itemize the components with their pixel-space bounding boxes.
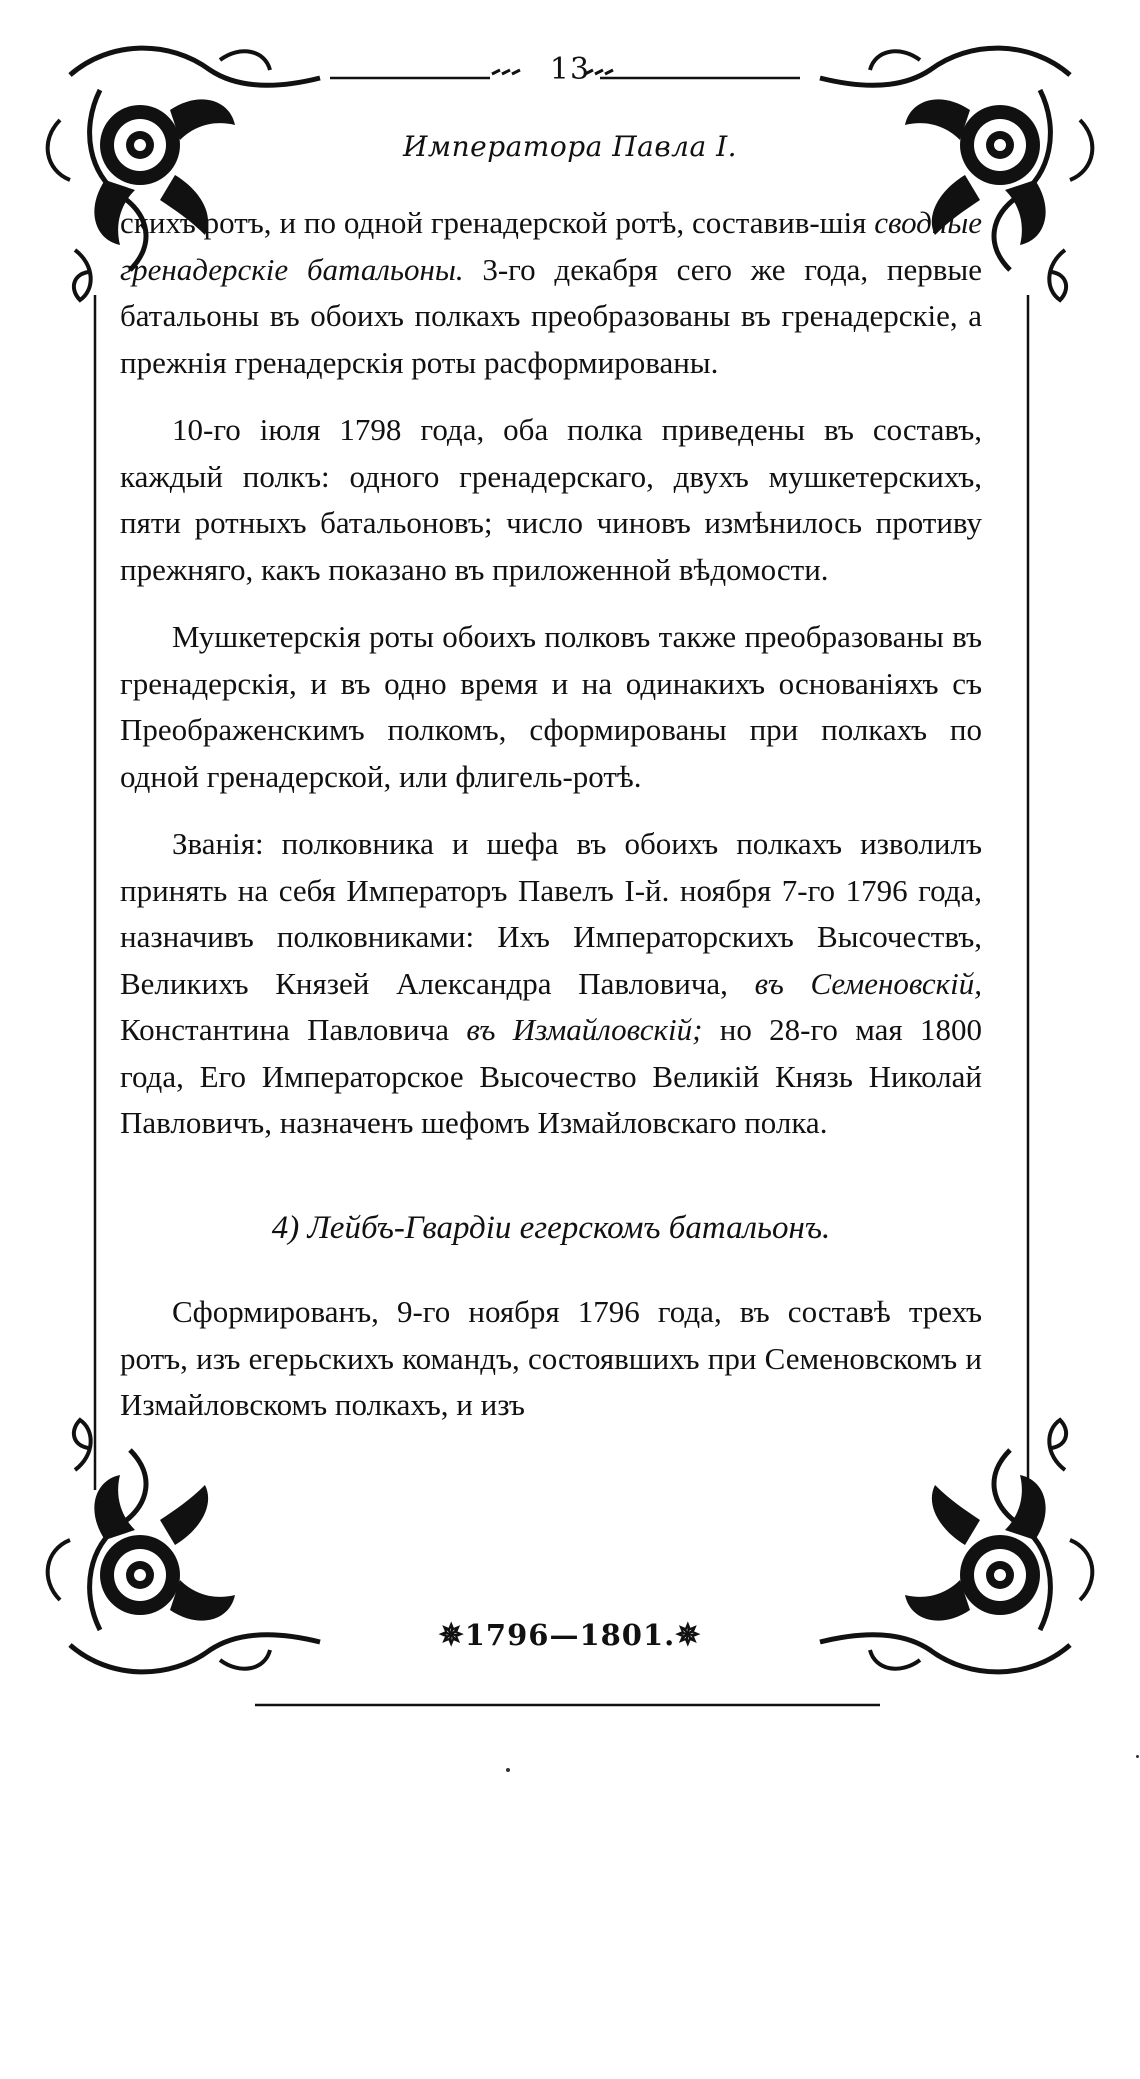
- footer-dates: [0, 1618, 1140, 1653]
- star-right-icon: ✵: [675, 1618, 702, 1653]
- footer-dates-text: 1796—1801.: [464, 1618, 676, 1652]
- star-left-icon: ✵: [438, 1618, 465, 1653]
- running-head: Императора Павла I.: [402, 130, 738, 163]
- final-paragraph: Сформированъ, 9-го ноября 1796 года, въ составѣ трехъ ротъ, изъ егерьскихъ командъ, состоявшихъ при Семеновскомъ и Измайловскомъ полкахъ, и изъ: [120, 1294, 982, 1422]
- paragraph-2: 10-го іюля 1798 года, оба полка приведены въ составъ, каждый полкъ: одного гренадерскаго, двухъ мушкетерскихъ, пяти ротныхъ батальоновъ; число чиновъ измѣнилось противу прежняго, какъ показано въ приложенной вѣдомости.: [120, 412, 982, 587]
- section-title: Лейбъ-Гвардіи егерскомъ батальонъ.: [307, 1209, 831, 1246]
- paragraph-1: скихъ ротъ, и по одной гренадерской ротѣ, составив-шія сводные гренадерскіе батальоны. 3-го декабря сего же года, первые батальоны въ обоихъ полкахъ преобразованы въ гренадерскіе, а прежнія гренадерскія роты расформированы.: [120, 205, 982, 380]
- section-heading: [120, 1205, 982, 1252]
- section-number: 4): [271, 1209, 300, 1246]
- print-speck: [1136, 1755, 1139, 1758]
- print-speck: [506, 1768, 510, 1772]
- paragraph-3: Мушкетерскія роты обоихъ полковъ также преобразованы въ гренадерскія, и въ одно время и на одинакихъ основаніяхъ съ Преображенскимъ полкомъ, сформированы при полкахъ по одной гренадерской, или флигель-ротѣ.: [120, 619, 982, 794]
- page-number: 13: [549, 52, 591, 87]
- body-text: [120, 200, 982, 1450]
- paragraph-4: Званія: полковника и шефа въ обоихъ полкахъ изволилъ принять на себя Императоръ Павелъ I-й. ноября 7-го 1796 года, назначивъ полковниками: Ихъ Императорскихъ Высочествъ, Великихъ Князей Александра Павловича, въ Семеновскій, Константина Павловича въ Измайловскій; но 28-го мая 1800 года, Его Императорское Высочество Великій Князь Николай Павловичъ, назначенъ шефомъ Измайловскаго полка.: [120, 826, 982, 1140]
